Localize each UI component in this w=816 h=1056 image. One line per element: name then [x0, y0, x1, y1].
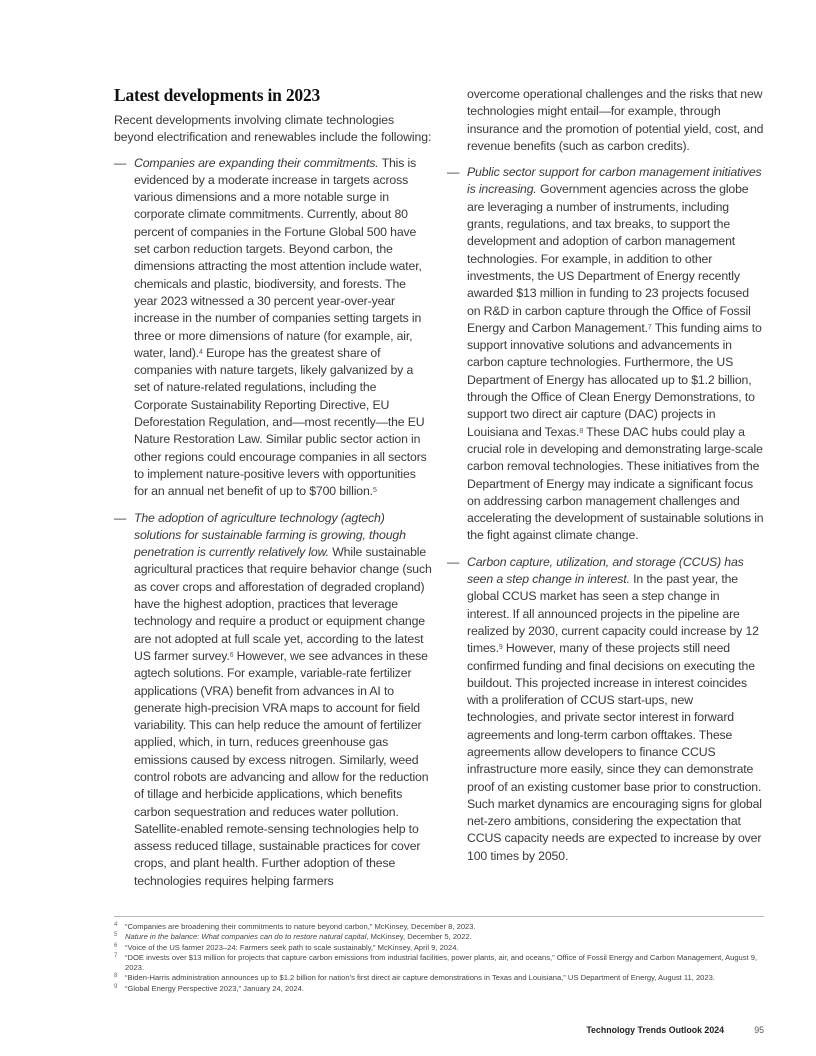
- bullet-lead: Companies are expanding their commitments.: [134, 155, 379, 170]
- footnote-6: [114, 943, 766, 953]
- bullet-lead: Public sector support for carbon management initiatives is increasing.: [467, 165, 762, 197]
- bullet-companies-commitments: [114, 155, 432, 501]
- footnote-text: “Biden-Harris administration announces up to $1.2 billion for nation’s first direct air capture demonstrations in Texas and Louisiana,” US Department of Energy, August 11, 2023.: [125, 973, 715, 983]
- intro-paragraph: Recent developments involving climate technologies beyond electrification and renewables include the following:: [114, 113, 432, 145]
- section-heading: Latest developments in 2023: [114, 85, 321, 105]
- bullet-ccus: [447, 554, 765, 865]
- footnote-4: [114, 922, 766, 932]
- footnote-9: [114, 984, 766, 994]
- footnote-text: “Global Energy Perspective 2023,” January 24, 2024.: [125, 983, 304, 993]
- bullet-body: Government agencies across the globe are leveraging a number of instruments, including grants, regulations, and tax breaks, to support the development and adoption of carbon management technologies. For example, in addition to other investments, the US Department of Energy recently awarded $13 million in funding to 23 projects focused on R&D in carbon capture through the Office of Fossil Energy and Carbon Management.: [467, 182, 751, 335]
- footnote-ref[interactable]: 6: [229, 651, 234, 659]
- footnote-number: 9: [114, 983, 118, 990]
- footnote-title: Nature in the balance: What companies can do to restore natural capital: [125, 932, 367, 942]
- bullet-body: In the past year, the global CCUS market has seen a step change in interest. If all announced projects in the pipeline are realized by 2030, current capacity could increase by 12 times.: [467, 572, 759, 656]
- footnote-ref[interactable]: 7: [647, 323, 652, 331]
- em-dash-marker: —: [447, 165, 460, 180]
- bullet-lead: Carbon capture, utilization, and storage (CCUS) has seen a step change in interest.: [467, 554, 744, 587]
- footnote-number: 7: [114, 952, 118, 959]
- footnote-7: [114, 953, 766, 974]
- bullet-body: Europe has the greatest share of companies with nature targets, likely galvanized by a set of nature-related regulations, including the Corporate Sustainability Reporting Directive, EU Deforestation Regulation, and—most recently—the EU Nature Restoration Law. Similar public sector action in other regions could encourage companies in all sectors to implement nature-positive levers with opportunities for an annual net benefit of up to $700 billion.: [134, 345, 427, 499]
- footnote-ref[interactable]: 5: [372, 487, 377, 495]
- bullet-body: However, many of these projects still need confirmed funding and final decisions on executing the buildout. This projected increase in interest coincides with a proliferation of CCUS start-ups, new technologies, and private sector interest in forward agreements and long-term carbon offtakes. These agreements allow developers to finance CCUS infrastructure more easily, since they can demonstrate proof of an existing customer base prior to construction. Such market dynamics are encouraging signs for global net-zero ambitions, considering the expectation that CCUS capacity needs are expected to increase by over 100 times by 2050.: [467, 641, 762, 863]
- bullet-body: However, we see advances in these agtech solutions. For example, variable-rate fertilizer applications (VRA) benefit from advances in AI to generate high-precision VRA maps to account for field variability. This can help reduce the amount of fertilizer applied, which, in turn, reduces greenhouse gas emissions caused by excess nitrogen. Similarly, weed control robots are advancing and allow for the reduction of tillage and herbicide applications, which benefits carbon sequestration and reduces water pollution. Satellite-enabled remote-sensing technologies help to assess reduced tillage, sustainable practices for cover crops, and plant health. Further adoption of these technologies requires helping farmers: [134, 648, 429, 888]
- em-dash-marker: —: [447, 554, 460, 569]
- footnote-text: “Companies are broadening their commitments to nature beyond carbon,” McKinsey, December 8, 2023.: [125, 922, 476, 931]
- bullet-body: While sustainable agricultural practices that require behavior change (such as cover crops and afforestation of degraded cropland) have the highest adoption, practices that leverage technology and require a product or equipment change are not adopted at full scale yet, according to the latest US farmer survey.: [134, 545, 432, 663]
- publication-title: Technology Trends Outlook 2024: [586, 1025, 724, 1035]
- bullet-body: These DAC hubs could play a crucial role in developing and demonstrating large-scale carbon removal technologies. These initiatives from the Department of Energy may indicate a significant focus on addressing carbon management challenges and accelerating the development of sustainable solutions in the fight against climate change.: [467, 424, 764, 543]
- bullet-agtech: [114, 510, 432, 891]
- footnote-ref[interactable]: 8: [579, 427, 584, 435]
- footnotes: [114, 922, 766, 994]
- footnote-number: 4: [114, 922, 118, 928]
- footnote-text: “Voice of the US farmer 2023–24: Farmers seek path to scale sustainably,” McKinsey, April 9, 2024.: [125, 942, 459, 952]
- footnote-text: , McKinsey, December 5, 2022.: [366, 932, 472, 942]
- footnote-number: 8: [114, 973, 118, 980]
- footnote-number: 6: [114, 942, 118, 949]
- footnote-divider: [114, 916, 764, 917]
- em-dash-marker: —: [114, 510, 127, 525]
- bullet-agtech-continued: overcome operational challenges and the risks that new technologies might entail—for example, through insurance and the promotion of potential yield, cost, and revenue benefits (such as carbon credits).: [467, 87, 764, 153]
- footnote-number: 5: [114, 932, 118, 939]
- bullet-body: This is evidenced by a moderate increase in targets across various dimensions and a more notable surge in corporate climate commitments. Currently, about 80 percent of companies in the Fortune Global 500 have set carbon reduction targets. Beyond carbon, the dimensions attracting the most attention include water, chemicals and plastic, biodiversity, and forests. The year 2023 witnessed a 30 percent year-over-year increase in the number of companies setting targets in three or more dimensions of nature (for example, air, water, land).: [134, 155, 422, 360]
- left-column: [114, 84, 432, 899]
- footnote-5: [114, 932, 766, 942]
- right-column: [447, 86, 765, 874]
- footnote-ref[interactable]: 4: [199, 348, 203, 356]
- bullet-body: This funding aims to support innovative solutions and advancements in carbon capture technologies. Furthermore, the US Department of Energy has allocated up to $1.2 billion, through the Office of Clean Energy Demonstrations, to support two direct air capture (DAC) projects in Louisiana and Texas.: [467, 320, 762, 439]
- bullet-public-sector: [447, 164, 765, 545]
- footnote-8: [114, 973, 766, 983]
- em-dash-marker: —: [114, 155, 127, 170]
- page-number: 95: [754, 1025, 764, 1035]
- bullet-lead: The adoption of agriculture technology (agtech) solutions for sustainable farming is growing, though penetration is currently relatively low.: [134, 510, 406, 560]
- footnote-ref[interactable]: 9: [498, 644, 503, 652]
- footnote-text: “DOE invests over $13 million for projects that capture carbon emissions from industrial facilities, power plants, air, and oceans,” Office of Fossil Energy and Carbon Management, August 9, 2023.: [125, 952, 758, 973]
